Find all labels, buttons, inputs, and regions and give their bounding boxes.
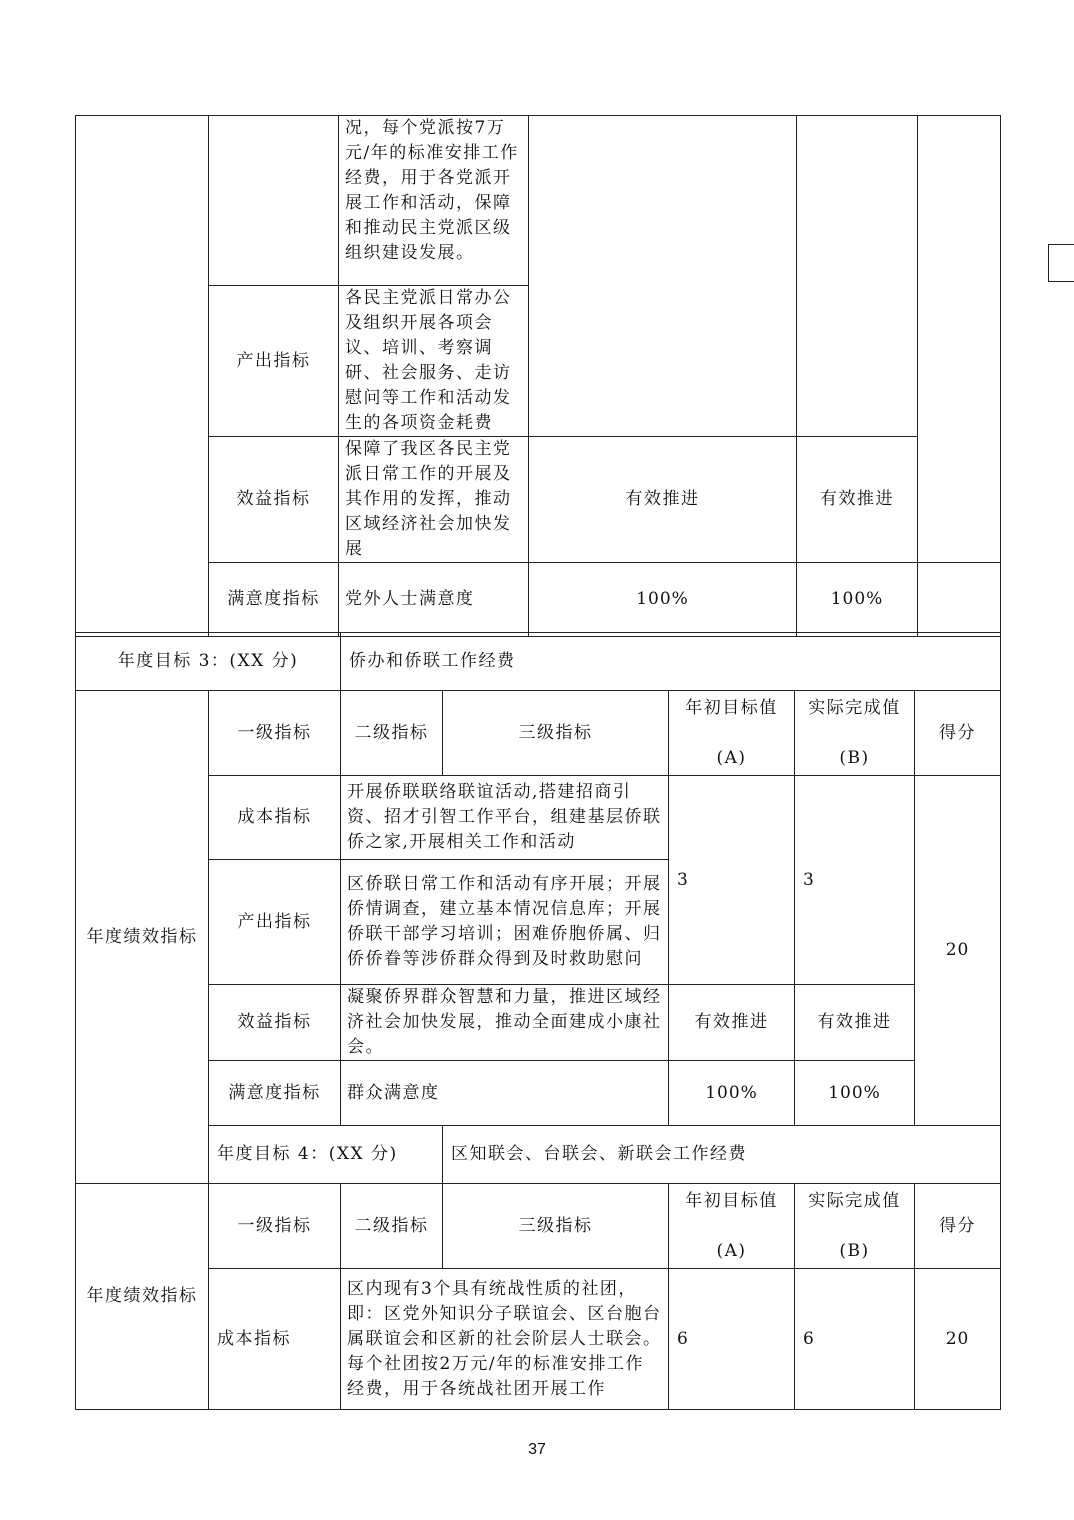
goal3-header-level2: 二级指标 [341,691,443,776]
goal4-score: 20 [915,1269,1001,1410]
goal3-cost-text: 开展侨联联络联谊活动,搭建招商引资、招才引智工作平台，组建基层侨联侨之家,开展相关工作和活动 [341,776,669,860]
satisfaction-score-blank [918,563,1001,637]
goal3-header-actual-bottom: (B) [839,747,870,768]
goal3-benefit-label: 效益指标 [209,985,341,1061]
goal3-output-label: 产出指标 [209,860,341,985]
performance-table-part1 [75,115,1001,637]
goal4-section-label: 年度绩效指标 [76,1184,209,1410]
goal3-header-score: 得分 [915,691,1001,776]
goal4-header-level3: 三级指标 [443,1184,669,1269]
goal4-header-target [669,1184,795,1269]
benefit-indicator-label: 效益指标 [209,437,339,563]
goal4-title: 年度目标 4：(XX 分) [209,1126,443,1184]
goal3-cost-output-target: 3 [669,776,795,985]
satisfaction-indicator-text: 党外人士满意度 [339,563,529,637]
goal4-header-score: 得分 [915,1184,1001,1269]
goal3-header-target [669,691,795,776]
goal4-cost-text: 区内现有3个具有统战性质的社团，即：区党外知识分子联谊会、区台胞台属联谊会和区新的社会阶层人士联会。每个社团按2万元/年的标准安排工作经费，用于各统战社团开展工作 [341,1269,669,1410]
satisfaction-indicator-label: 满意度指标 [209,563,339,637]
target-cell-blank [529,116,797,437]
goal3-score: 20 [915,776,1001,1126]
satisfaction-actual-value: 100% [797,563,918,637]
goal3-header-target-top: 年初目标值 [685,697,778,718]
goal3-satisfaction-actual: 100% [795,1061,915,1126]
goal4-header-target-top: 年初目标值 [685,1190,778,1211]
benefit-actual-value: 有效推进 [797,437,918,563]
goal3-header-actual [795,691,915,776]
goal4-header-level2: 二级指标 [341,1184,443,1269]
benefit-indicator-text: 保障了我区各民主党派日常工作的开展及其作用的发挥，推动区域经济社会加快发展 [339,437,529,563]
blank-level1-cell [209,116,339,286]
goal3-header-level1: 一级指标 [209,691,341,776]
goal3-benefit-text: 凝聚侨界群众智慧和力量，推进区域经济社会加快发展，推动全面建成小康社会。 [341,985,669,1061]
goal3-description: 侨办和侨联工作经费 [341,633,1001,691]
output-indicator-text: 各民主党派日常办公及组织开展各项会议、培训、考察调研、社会服务、走访慰问等工作和活动发生的各项资金耗费 [339,286,529,437]
goal3-satisfaction-target: 100% [669,1061,795,1126]
goal4-cost-actual: 6 [795,1269,915,1410]
goal3-satisfaction-label: 满意度指标 [209,1061,341,1126]
benefit-target-value: 有效推进 [529,437,797,563]
goal4-header-actual [795,1184,915,1269]
goal3-section-label: 年度绩效指标 [76,691,209,1184]
goal3-satisfaction-text: 群众满意度 [341,1061,669,1126]
page-number: 37 [528,1441,546,1458]
satisfaction-target-value: 100% [529,563,797,637]
goal4-cost-target: 6 [669,1269,795,1410]
goal3-header-target-bottom: (A) [716,747,747,768]
goal3-header-level3: 三级指标 [443,691,669,776]
goal3-benefit-actual: 有效推进 [795,985,915,1061]
goal3-benefit-target: 有效推进 [669,985,795,1061]
output-indicator-label: 产出指标 [209,286,339,437]
cost-indicator-text-cont: 况，每个党派按7万元/年的标准安排工作经费，用于各党派开展工作和活动，保障和推动民主党派区级组织建设发展。 [339,116,529,286]
goal3-cost-output-actual: 3 [795,776,915,985]
goal3-header-actual-top: 实际完成值 [808,697,901,718]
goal3-output-text: 区侨联日常工作和活动有序开展；开展侨情调查，建立基本情况信息库；开展侨联干部学习培训；困难侨胞侨属、归侨侨眷等涉侨群众得到及时救助慰问 [341,860,669,985]
goal4-description: 区知联会、台联会、新联会工作经费 [443,1126,1001,1184]
performance-table-part2 [75,632,1001,1410]
goal3-cost-label: 成本指标 [209,776,341,860]
goal4-cost-label: 成本指标 [209,1269,341,1410]
actual-cell-blank [797,116,918,437]
goal3-title: 年度目标 3：(XX 分) [76,633,341,691]
goal4-header-actual-bottom: (B) [839,1240,870,1261]
score-cell-blank [918,116,1001,563]
blank-section-cell [76,116,209,637]
goal4-header-target-bottom: (A) [716,1240,747,1261]
margin-box-mark [1048,244,1074,282]
goal4-header-level1: 一级指标 [209,1184,341,1269]
goal4-header-actual-top: 实际完成值 [808,1190,901,1211]
